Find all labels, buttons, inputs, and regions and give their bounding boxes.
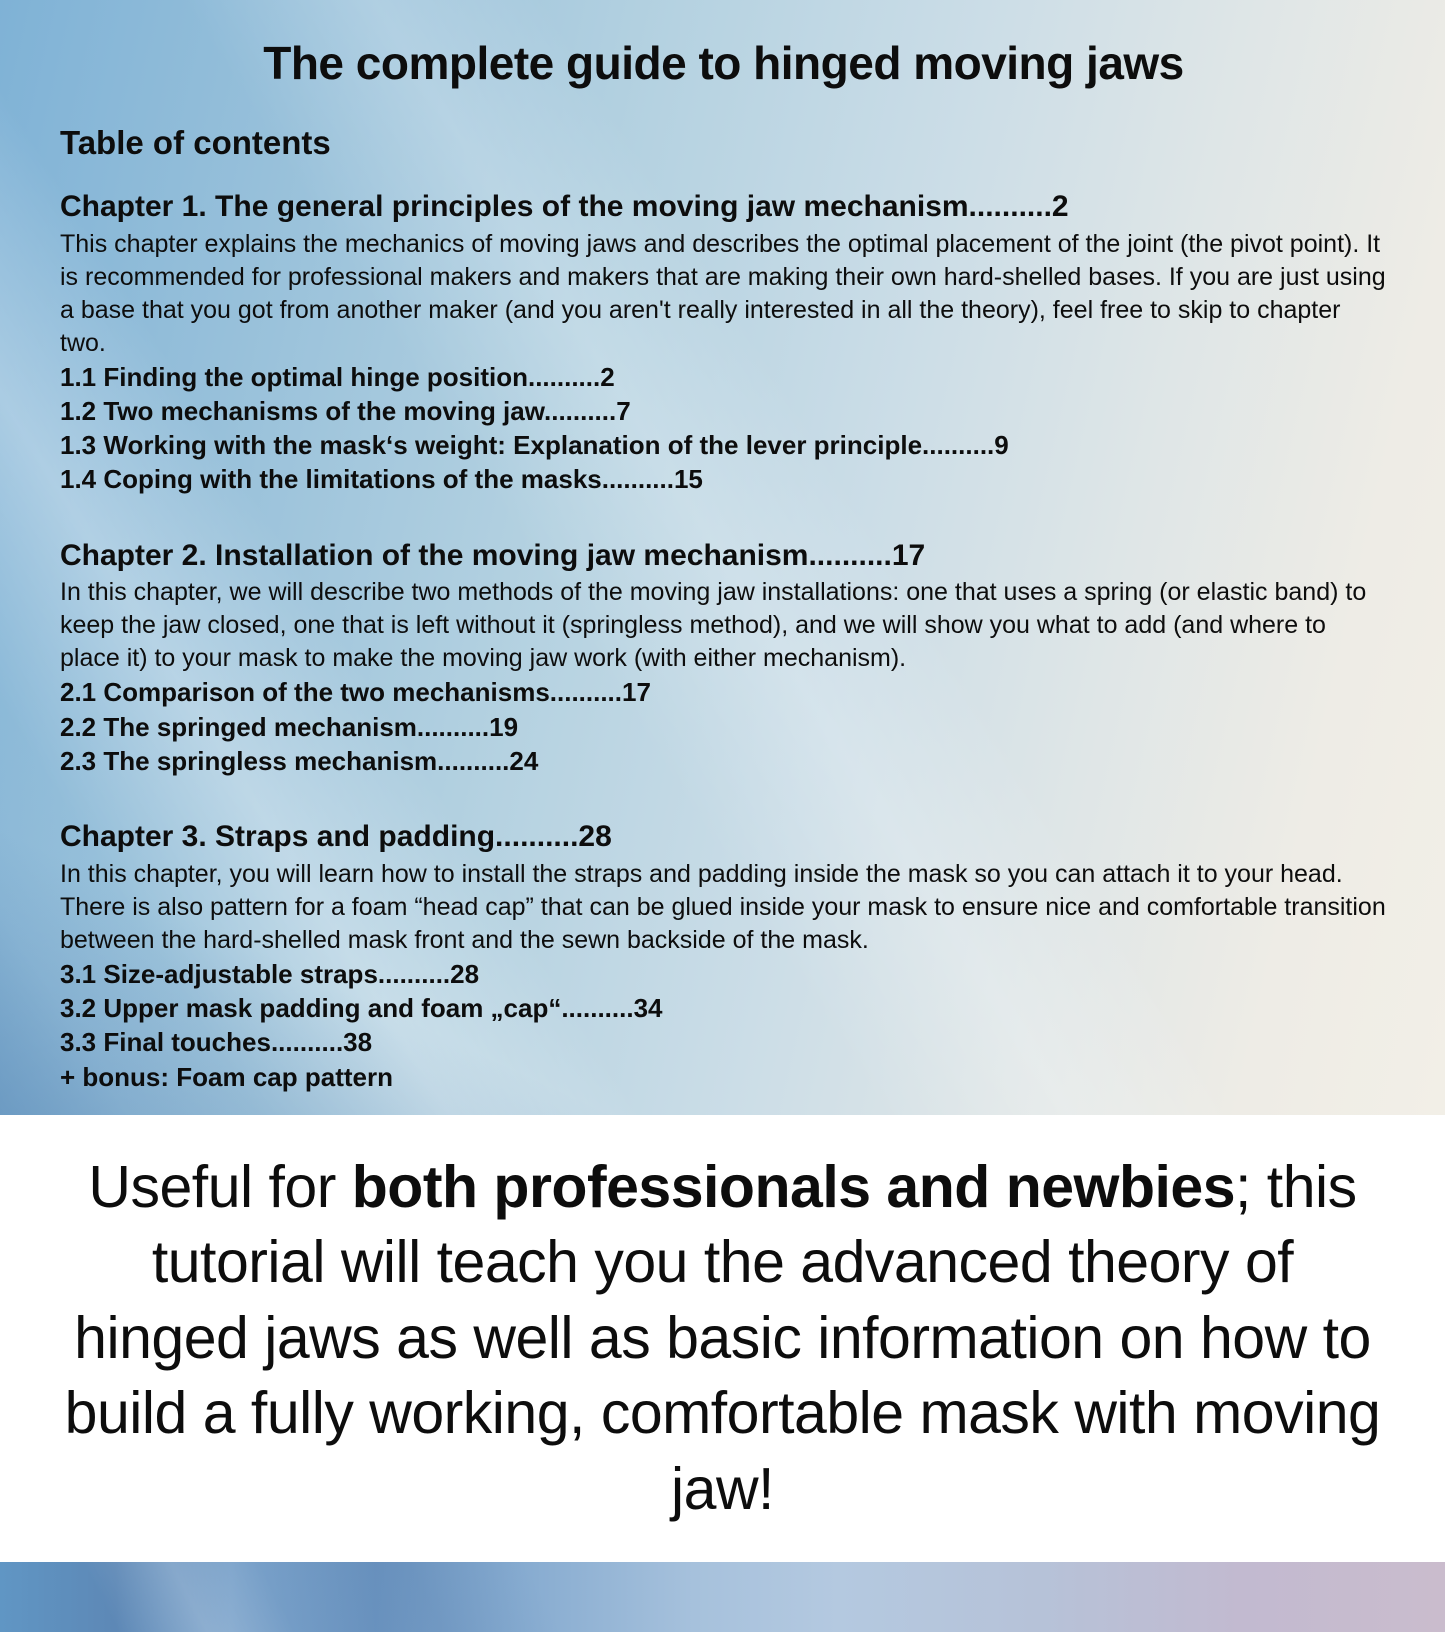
toc-item: + bonus: Foam cap pattern <box>60 1061 393 1092</box>
toc-heading: Table of contents <box>60 124 331 161</box>
chapter-1-description: This chapter explains the mechanics of moving jaws and describes the optimal placement of the joint (the pivot point). It is recommended for professional makers and makers that are making their own hard-shelled bases. If you are just using a base that you got from another maker (and you aren't really interested in all the theory), feel free to skip to chapter two. <box>60 229 1386 357</box>
toc-item: 3.3 Final touches..........38 <box>60 1027 373 1058</box>
chapter-3-heading: Chapter 3. Straps and padding..........28 <box>60 820 612 854</box>
toc-item: 2.1 Comparison of the two mechanisms..........17 <box>60 677 651 708</box>
page-title: The complete guide to hinged moving jaws <box>263 37 1184 89</box>
chapter-1-items <box>60 360 1387 497</box>
promo-text-prefix: Useful for <box>88 1153 352 1220</box>
chapter-3-items <box>60 957 1387 1094</box>
toc-item: 1.1 Finding the optimal hinge position..........2 <box>60 361 615 392</box>
chapter-1-section <box>60 190 1387 497</box>
chapter-2-description: In this chapter, we will describe two methods of the moving jaw installations: one that uses a spring (or elastic band) to keep the jaw closed, one that is left without it (springless method), and we will show you what to add (and where to place it) to your mask to make the moving jaw work (with either mechanism). <box>60 578 1367 673</box>
promo-text-suffix: ; this tutorial will teach you the advanced theory of hinged jaws as well as basic information on how to build a fully working, comfortable mask with moving jaw! <box>64 1153 1381 1522</box>
chapter-2-heading: Chapter 2. Installation of the moving jaw mechanism..........17 <box>60 538 926 572</box>
chapter-2-section <box>60 539 1387 778</box>
chapter-3-description: In this chapter, you will learn how to install the straps and padding inside the mask so you can attach it to your head. There is also pattern for a foam “head cap” that can be glued inside your mask to ensure nice and comfortable transition between the hard-shelled mask front and the sewn backside of the mask. <box>60 859 1386 954</box>
promo-text-bold: both professionals and newbies <box>351 1153 1236 1220</box>
promo-section <box>0 1115 1445 1562</box>
promo-text <box>62 1150 1383 1528</box>
toc-item: 3.2 Upper mask padding and foam „cap“..........34 <box>60 993 663 1023</box>
footer-gradient-strip <box>0 1562 1445 1632</box>
toc-item: 3.1 Size-adjustable straps..........28 <box>60 958 480 989</box>
toc-item: 1.2 Two mechanisms of the moving jaw..........7 <box>60 395 631 426</box>
chapter-2-items <box>60 675 1387 778</box>
toc-item: 1.3 Working with the mask‘s weight: Explanation of the lever principle..........9 <box>60 430 1009 461</box>
chapter-1-heading: Chapter 1. The general principles of the moving jaw mechanism..........2 <box>60 190 1069 223</box>
toc-item: 1.4 Coping with the limitations of the masks..........15 <box>60 464 703 495</box>
toc-item: 2.2 The springed mechanism..........19 <box>60 711 519 742</box>
chapter-3-section <box>60 820 1387 1094</box>
toc-item: 2.3 The springless mechanism..........24 <box>60 745 539 776</box>
